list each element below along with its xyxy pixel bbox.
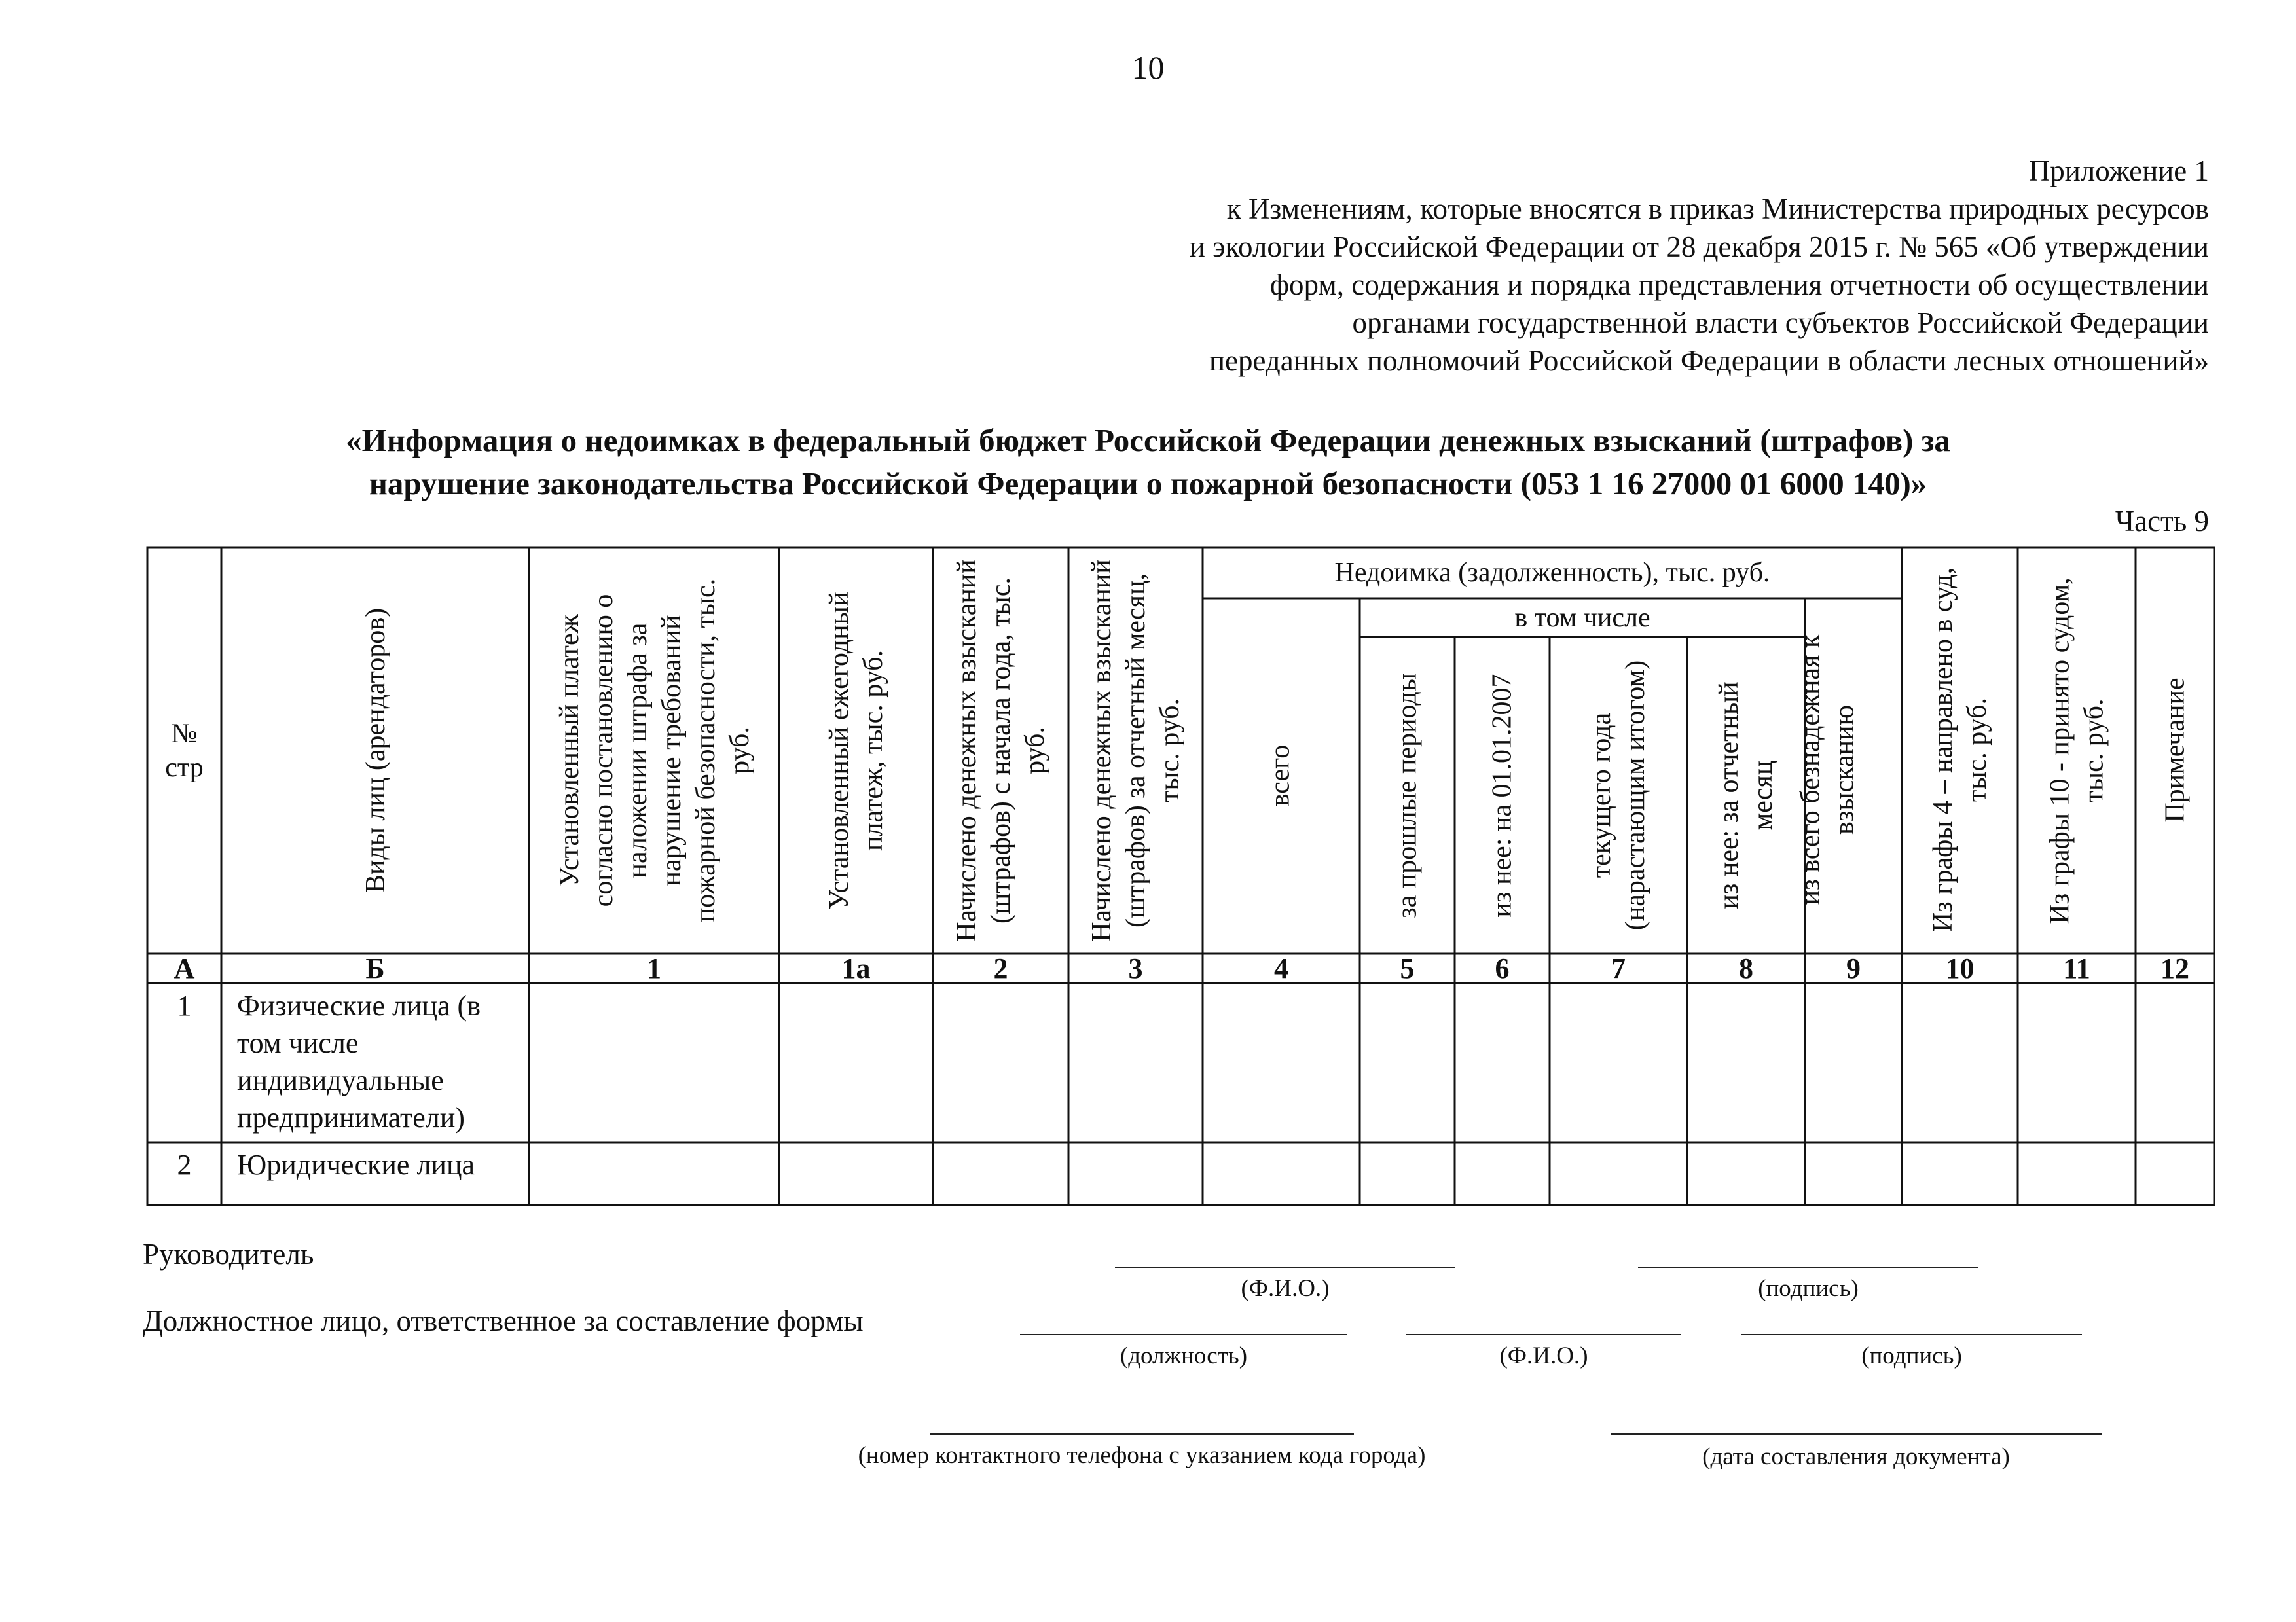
column-number: А (173, 952, 195, 984)
phone-caption: (номер контактного телефона с указанием кода города) (858, 1442, 1426, 1469)
responsible-position-line (1020, 1334, 1347, 1335)
header-including: в том числе (1514, 602, 1650, 633)
header-col-8: из нее: за отчетный месяц (1714, 681, 1778, 909)
position-caption: (должность) (1120, 1343, 1248, 1369)
appendix-line: органами государственной власти субъектов Российской Федерации (1352, 306, 2209, 339)
head-signature-caption: (подпись) (1758, 1275, 1859, 1302)
part-label: Часть 9 (2115, 505, 2209, 537)
column-number: 1а (841, 952, 871, 984)
appendix-line: к Изменениям, которые вносятся в приказ Министерства природных ресурсов (1226, 192, 2209, 225)
header-col-4: всего (1265, 744, 1296, 807)
header-col-9: из всего безнадежная к взысканию (1795, 634, 1860, 905)
appendix-line: переданных полномочий Российской Федерации в области лесных отношений» (1209, 344, 2209, 377)
appendix-line: и экологии Российской Федерации от 28 декабря 2015 г. № 565 «Об утверждении (1189, 230, 2209, 263)
head-fio-caption: (Ф.И.О.) (1241, 1275, 1330, 1302)
responsible-signature-line (1741, 1334, 2082, 1335)
responsible-signature-caption: (подпись) (1861, 1343, 1962, 1369)
column-number: 8 (1739, 952, 1753, 984)
header-col-6: из нее: на 01.01.2007 (1487, 674, 1517, 918)
header-col-3: Начислено денежных взысканий (штрафов) за отчетный месяц, тыс. руб. (1086, 559, 1185, 942)
responsible-label: Должностное лицо, ответственное за составление формы (143, 1305, 864, 1337)
header-col-7: текущего года (нарастающим итогом) (1586, 660, 1650, 931)
column-number: 2 (993, 952, 1008, 984)
header-kind: Виды лиц (арендаторов) (360, 607, 391, 893)
column-number: 12 (2160, 952, 2189, 984)
page-number: 10 (1131, 49, 1165, 86)
header-col-10: Из графы 4 – направлено в суд, тыс. руб. (1927, 567, 1992, 933)
responsible-fio-caption: (Ф.И.О.) (1499, 1343, 1588, 1369)
title-line-2: нарушение законодательства Российской Федерации о пожарной безопасности (053 1 16 27000 01 6000 140)» (369, 465, 1927, 501)
column-number: 7 (1611, 952, 1626, 984)
column-number: 3 (1128, 952, 1143, 984)
column-number: 4 (1274, 952, 1288, 984)
phone-line (930, 1433, 1354, 1435)
date-caption: (дата составления документа) (1702, 1443, 2010, 1470)
header-col-11: Из графы 10 - принято судом, тыс. руб. (2045, 577, 2109, 924)
header-col-1a: Установленный ежегодный платеж, тыс. руб. (824, 591, 888, 910)
header-col-5: за прошлые периоды (1392, 673, 1422, 918)
title-line-1: «Информация о недоимках в федеральный бюджет Российской Федерации денежных взысканий (штрафов) за (346, 422, 1950, 458)
date-line (1611, 1433, 2102, 1435)
row-number: 1 (177, 990, 192, 1022)
column-number: 6 (1495, 952, 1510, 984)
head-label: Руководитель (143, 1238, 314, 1271)
row-number: 2 (177, 1149, 192, 1181)
header-col-2: Начислено денежных взысканий (штрафов) с начала года, тыс. руб. (951, 559, 1050, 942)
head-fio-line (1115, 1267, 1455, 1268)
header-row-number: № стр (165, 718, 204, 783)
column-number: 11 (2063, 952, 2090, 984)
responsible-fio-line (1406, 1334, 1681, 1335)
header-col-12: Примечание (2160, 677, 2191, 823)
column-number: 1 (647, 952, 661, 984)
header-col-1: Установленный платеж согласно постановлению о наложении штрафа за нарушение требований пожарной безопасности, тыс. руб. (554, 578, 755, 923)
appendix-line: Приложение 1 (2028, 154, 2209, 187)
head-signature-line (1638, 1267, 1978, 1268)
row-kind: Физические лица (в том числе индивидуальные предприниматели) (237, 990, 481, 1134)
column-number: 10 (1945, 952, 1975, 984)
column-number: 5 (1400, 952, 1415, 984)
column-number: Б (365, 952, 385, 984)
row-kind: Юридические лица (237, 1149, 475, 1181)
appendix-line: форм, содержания и порядка представления отчетности об осуществлении (1269, 268, 2209, 301)
header-arrears-group: Недоимка (задолженность), тыс. руб. (1334, 558, 1770, 588)
column-number: 9 (1846, 952, 1861, 984)
